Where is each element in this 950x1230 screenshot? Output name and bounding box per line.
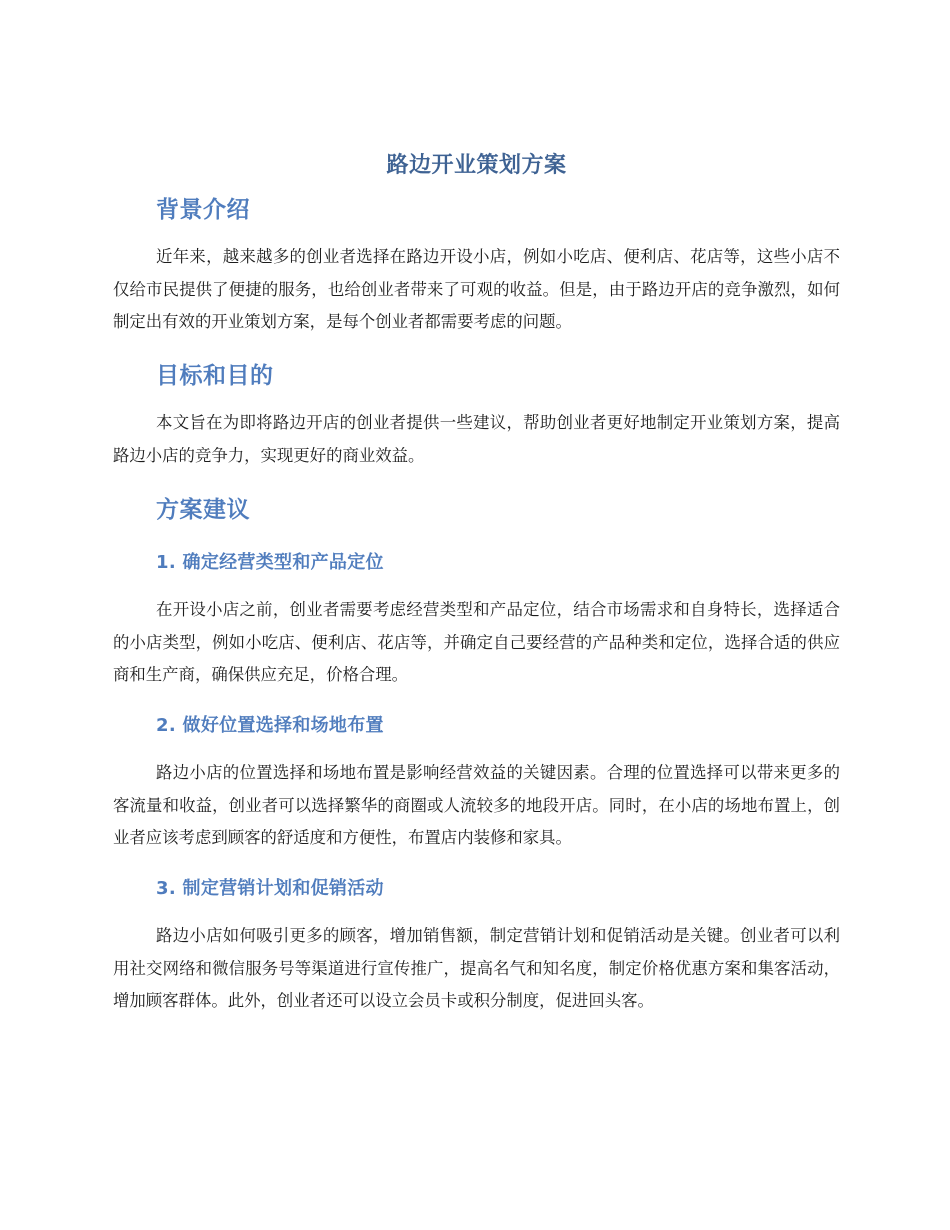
section-paragraph-goals: 本文旨在为即将路边开店的创业者提供一些建议，帮助创业者更好地制定开业策划方案，提高路边小店的竞争力，实现更好的商业效益。 <box>113 413 840 465</box>
subsection-heading-3: 3. 制定营销计划和促销活动 <box>156 878 384 899</box>
subsection-heading-1: 1. 确定经营类型和产品定位 <box>156 552 384 573</box>
section-paragraph-background: 近年来，越来越多的创业者选择在路边开设小店，例如小吃店、便利店、花店等，这些小店不仅给市民提供了便捷的服务，也给创业者带来了可观的收益。但是，由于路边开店的竞争激烈，如何制定出有效的开业策划方案，是每个创业者都需要考虑的问题。 <box>113 247 840 331</box>
subsection-paragraph-2: 路边小店的位置选择和场地布置是影响经营效益的关键因素。合理的位置选择可以带来更多的客流量和收益，创业者可以选择繁华的商圈或人流较多的地段开店。同时，在小店的场地布置上，创业者应该考虑到顾客的舒适度和方便性，布置店内装修和家具。 <box>113 763 840 847</box>
subsection-heading-2: 2. 做好位置选择和场地布置 <box>156 715 384 736</box>
section-heading-goals: 目标和目的 <box>156 363 274 389</box>
document-title: 路边开业策划方案 <box>386 153 567 178</box>
subsection-paragraph-3: 路边小店如何吸引更多的顾客，增加销售额，制定营销计划和促销活动是关键。创业者可以利用社交网络和微信服务号等渠道进行宣传推广，提高名气和知名度，制定价格优惠方案和集客活动，增加顾客群体。此外，创业者还可以设立会员卡或积分制度，促进回头客。 <box>113 926 840 1010</box>
section-heading-background: 背景介绍 <box>156 197 250 223</box>
subsection-paragraph-1: 在开设小店之前，创业者需要考虑经营类型和产品定位，结合市场需求和自身特长，选择适合的小店类型，例如小吃店、便利店、花店等，并确定自己要经营的产品种类和定位，选择合适的供应商和生产商，确保供应充足，价格合理。 <box>113 600 840 684</box>
section-heading-proposals: 方案建议 <box>156 497 250 523</box>
